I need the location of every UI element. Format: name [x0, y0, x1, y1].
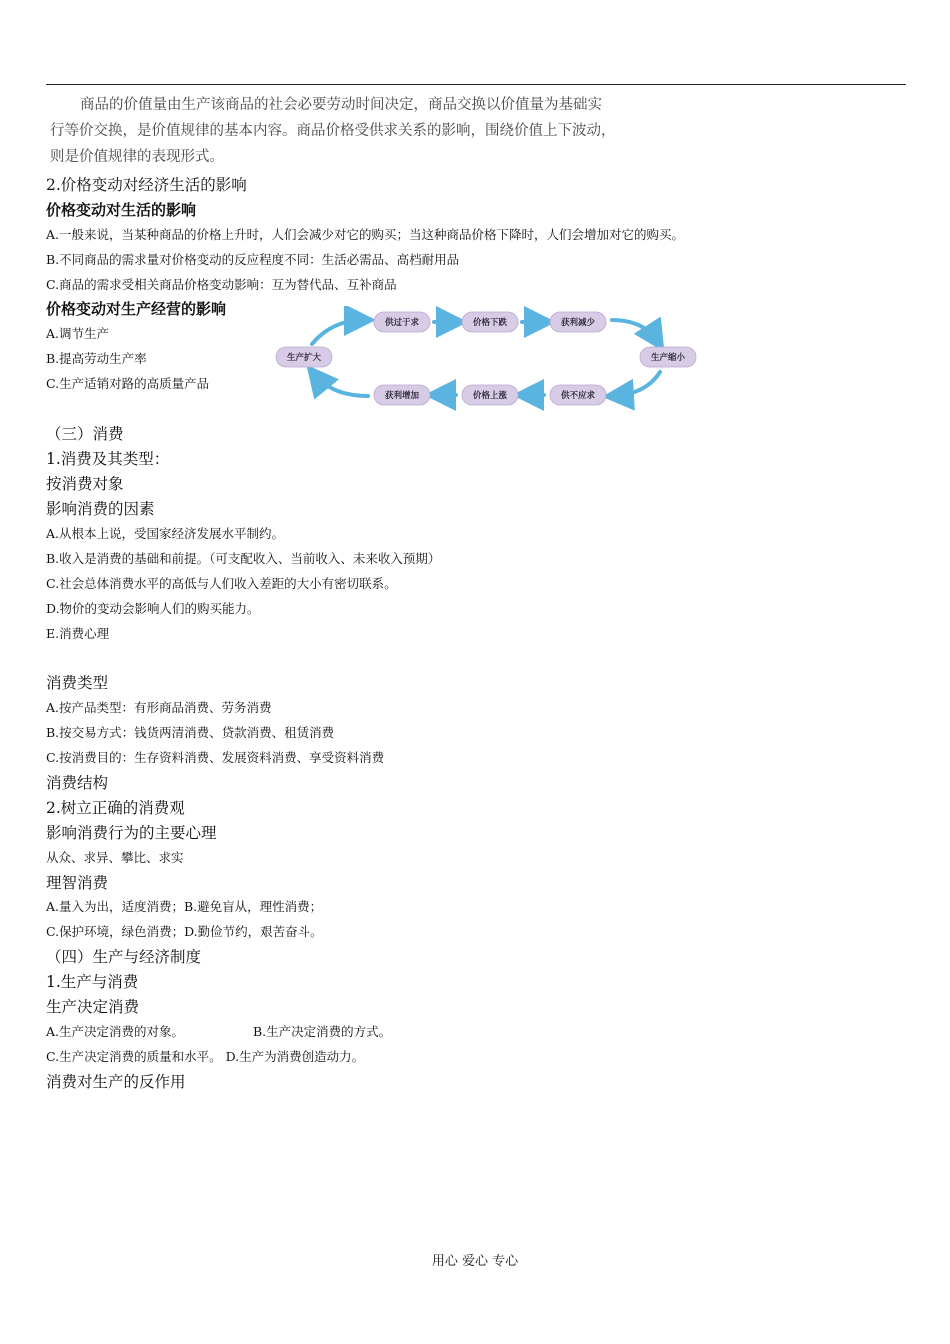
psych-heading: 影响消费行为的主要心理: [46, 824, 217, 842]
section4-sub1: 1.生产与消费: [46, 973, 139, 991]
cycle-node: [550, 312, 606, 332]
cycle-arrow-to-shrink: [612, 320, 658, 342]
factors-heading: 影响消费的因素: [46, 500, 155, 518]
page-footer: 用心 爱心 专心: [431, 1254, 519, 1269]
life-item-a: A.一般来说，当某种商品的价格上升时，人们会减少对它的购买；当这种商品价格下降时，人们会增加对它的购买。: [46, 227, 685, 242]
by-object: 按消费对象: [46, 475, 124, 493]
section3-sub1: 1.消费及其类型：: [46, 450, 170, 468]
section4-title: （四）生产与经济制度: [46, 948, 202, 966]
type-c: C.按消费目的：生存资料消费、发展资料消费、享受资料消费: [46, 750, 385, 765]
section3-title: （三）消费: [46, 425, 124, 443]
structure: 消费结构: [46, 774, 109, 792]
price-cycle-diagram: [272, 306, 702, 416]
rational-1: A.量入为出，适度消费；B.避免盲从，理性消费；: [46, 899, 323, 914]
intro-line-2: 行等价交换，是价值规律的基本内容。商品价格受供求关系的影响，围绕价值上下波动，: [50, 123, 616, 139]
rational-heading: 理智消费: [46, 874, 109, 892]
section2-title: 2.价格变动对经济生活的影响: [46, 176, 247, 194]
decides-2: C.生产决定消费的质量和水平。 D.生产为消费创造动力。: [46, 1049, 365, 1064]
decides-1b: B.生产决定消费的方式。: [253, 1024, 392, 1039]
factor-c: C.社会总体消费水平的高低与人们收入差距的大小有密切联系。: [46, 576, 397, 591]
factor-a: A.从根本上说，受国家经济发展水平制约。: [46, 526, 285, 541]
cycle-node-label: 价格上涨: [472, 391, 508, 401]
cycle-node-label: 获利增加: [384, 391, 420, 401]
type-a: A.按产品类型：有形商品消费、劳务消费: [46, 700, 272, 715]
cycle-node-label: 生产扩大: [286, 353, 322, 363]
intro-image-text: [50, 92, 690, 170]
intro-line-3: 则是价值规律的表现形式。: [50, 149, 224, 165]
cycle-node: [462, 312, 518, 332]
cycle-node: [550, 385, 606, 405]
prod-heading: 价格变动对生产经营的影响: [46, 300, 227, 318]
factor-d: D.物价的变动会影响人们的购买能力。: [46, 601, 260, 616]
cycle-arrow-to-expand: [314, 374, 368, 396]
cycle-node: [374, 385, 430, 405]
cycle-node-label: 获利减少: [560, 318, 596, 328]
cycle-node: [276, 347, 332, 367]
intro-line-1: 商品的价值量由生产该商品的社会必要劳动时间决定，商品交换以价值量为基础实: [80, 97, 602, 113]
cycle-node-label: 生产缩小: [650, 353, 686, 363]
cycle-arrow-shrink-to-shortage: [614, 372, 660, 396]
cycle-node-label: 供不应求: [560, 391, 596, 401]
reaction: 消费对生产的反作用: [46, 1073, 186, 1091]
cycle-node: [462, 385, 518, 405]
life-item-b: B.不同商品的需求量对价格变动的反应程度不同：生活必需品、高档耐用品: [46, 252, 460, 267]
prod-item-c: C.生产适销对路的高质量产品: [46, 376, 210, 391]
factor-b: B.收入是消费的基础和前提。（可支配收入、当前收入、未来收入预期）: [46, 551, 441, 566]
decides-1a: A.生产决定消费的对象。: [46, 1024, 185, 1039]
factor-e: E.消费心理: [46, 626, 110, 641]
header-rule: [46, 84, 906, 85]
cycle-node-label: 供过于求: [384, 318, 420, 328]
psych: 从众、求异、攀比、求实: [46, 850, 184, 865]
cycle-arrow-expand-to-oversupply: [312, 320, 364, 344]
cycle-node: [374, 312, 430, 332]
section3-sub2: 2.树立正确的消费观: [46, 799, 185, 817]
cycle-node: [640, 347, 696, 367]
life-heading: 价格变动对生活的影响: [46, 201, 197, 219]
prod-item-b: B.提高劳动生产率: [46, 351, 147, 366]
decides-heading: 生产决定消费: [46, 998, 140, 1016]
types-heading: 消费类型: [46, 674, 109, 692]
life-item-c: C.商品的需求受相关商品价格变动影响：互为替代品、互补商品: [46, 277, 397, 292]
type-b: B.按交易方式：钱货两清消费、贷款消费、租赁消费: [46, 725, 335, 740]
cycle-node-label: 价格下跌: [472, 318, 508, 328]
prod-item-a: A.调节生产: [46, 326, 110, 341]
rational-2: C.保护环境，绿色消费；D.勤俭节约，艰苦奋斗。: [46, 924, 323, 939]
